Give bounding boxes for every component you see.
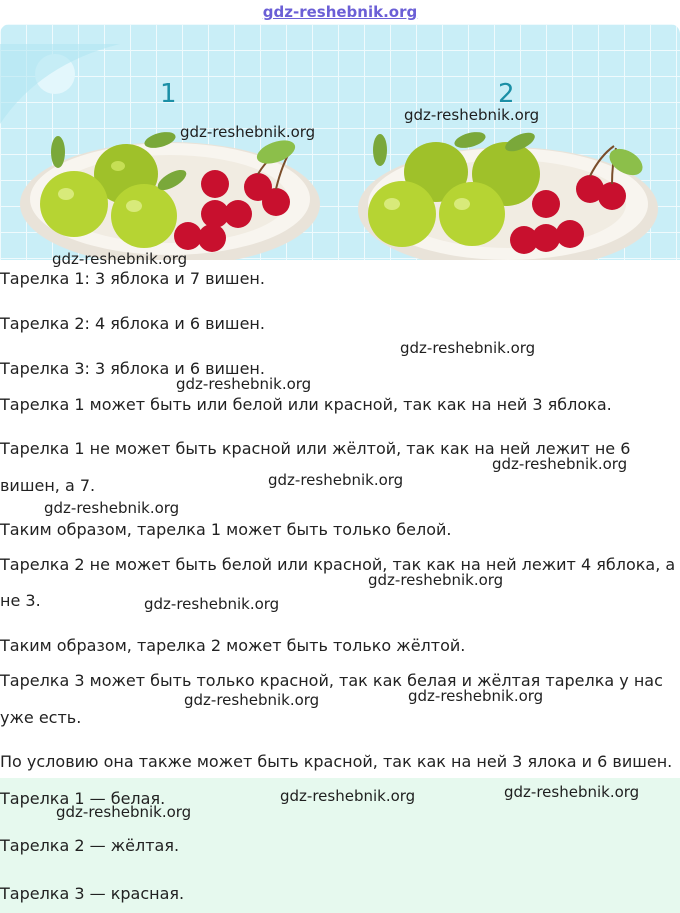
answer-line-2: Тарелка 2 — жёлтая. xyxy=(0,836,180,855)
plates-picture xyxy=(0,24,680,260)
solution-line-13: По условию она также может быть красной, так как на ней 3 ялока и 6 вишен. xyxy=(0,752,673,771)
answer-line-3: Тарелка 3 — красная. xyxy=(0,884,185,903)
watermark: gdz-reshebnik.org xyxy=(144,595,280,613)
solution-line-6: вишен, а 7. xyxy=(0,476,96,495)
solution-line-5: Тарелка 1 не может быть красной или жёлтой, так как на ней лежит не 6 xyxy=(0,439,631,458)
solution-line-2: Тарелка 2: 4 яблока и 6 вишен. xyxy=(0,314,265,333)
solution-line-3: Тарелка 3: 3 яблока и 6 вишен. xyxy=(0,359,265,378)
watermark: gdz-reshebnik.org xyxy=(52,250,188,268)
fruit-plates-illustration xyxy=(0,24,680,260)
watermark: gdz-reshebnik.org xyxy=(404,106,540,124)
solution-line-10: Таким образом, тарелка 2 может быть только жёлтой. xyxy=(0,636,466,655)
watermark: gdz-reshebnik.org xyxy=(268,471,404,489)
watermark: gdz-reshebnik.org xyxy=(56,803,192,821)
plate-1-number: 1 xyxy=(160,79,177,109)
watermark: gdz-reshebnik.org xyxy=(180,123,316,141)
site-header xyxy=(0,0,680,24)
solution-line-4: Тарелка 1 может быть или белой или красной, так как на ней 3 яблока. xyxy=(0,395,612,414)
watermark: gdz-reshebnik.org xyxy=(44,499,180,517)
site-link[interactable]: gdz-reshebnik.org xyxy=(262,3,418,21)
solution-line-1: Тарелка 1: 3 яблока и 7 вишен. xyxy=(0,269,265,288)
solution-line-7: Таким образом, тарелка 1 может быть только белой. xyxy=(0,520,452,539)
answer-line-1: Тарелка 1 — белая. xyxy=(0,789,166,808)
solution-line-8: Тарелка 2 не может быть белой или красной, так как на ней лежит 4 яблока, а xyxy=(0,555,676,574)
solution-line-12: уже есть. xyxy=(0,708,82,727)
watermark: gdz-reshebnik.org xyxy=(408,687,544,705)
watermark: gdz-reshebnik.org xyxy=(492,455,628,473)
watermark: gdz-reshebnik.org xyxy=(280,787,416,805)
watermark: gdz-reshebnik.org xyxy=(184,691,320,709)
watermark: gdz-reshebnik.org xyxy=(176,375,312,393)
watermark: gdz-reshebnik.org xyxy=(368,571,504,589)
watermark: gdz-reshebnik.org xyxy=(400,339,536,357)
watermark: gdz-reshebnik.org xyxy=(504,783,640,801)
solution-line-11: Тарелка 3 может быть только красной, так как белая и жёлтая тарелка у нас xyxy=(0,671,663,690)
solution-line-9: не 3. xyxy=(0,591,41,610)
plate-2-number: 2 xyxy=(498,79,515,109)
